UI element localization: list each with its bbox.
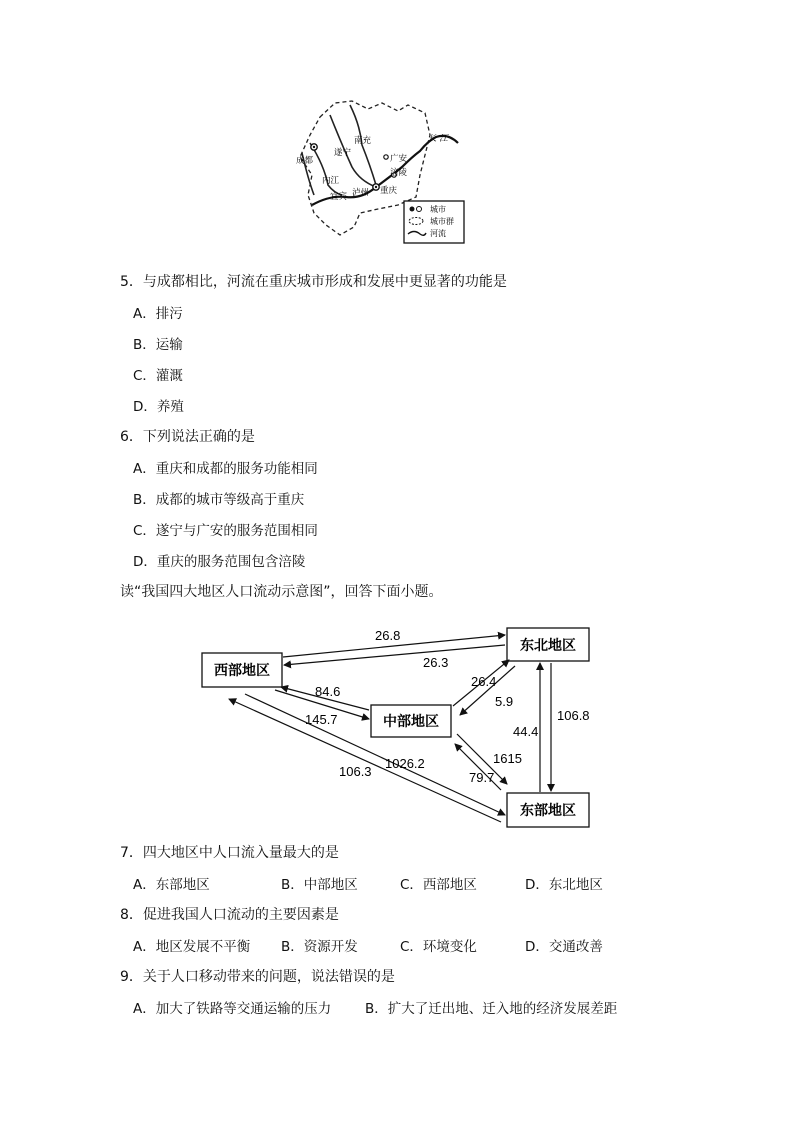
- reading-instruction: 读“我国四大地区人口流动示意图”，回答下面小题。: [120, 584, 443, 600]
- city-label: 涪陵: [390, 168, 408, 178]
- question-8-option-d[interactable]: D．交通改善: [525, 939, 603, 955]
- question-7-option-c[interactable]: C．西部地区: [400, 877, 477, 893]
- question-7-option-b[interactable]: B．中部地区: [281, 877, 358, 893]
- city-label: 宜宾: [330, 192, 348, 202]
- question-6-option-d[interactable]: D．重庆的服务范围包含涪陵: [133, 554, 306, 570]
- chengyu-city-map: [290, 95, 480, 245]
- question-5-option-d[interactable]: D．养殖: [133, 399, 184, 415]
- question-7-option-d[interactable]: D．东北地区: [525, 877, 603, 893]
- question-6-option-a[interactable]: A．重庆和成都的服务功能相同: [133, 461, 318, 477]
- flow-value: 44.4: [513, 724, 539, 739]
- question-5-option-a[interactable]: A．排污: [133, 306, 183, 322]
- flow-arrow-northeast-to-west: [284, 645, 505, 665]
- flow-value: 26.3: [423, 655, 449, 670]
- city-label: 内江: [322, 176, 340, 186]
- question-6-option-b[interactable]: B．成都的城市等级高于重庆: [133, 492, 305, 508]
- legend-label: 河流: [430, 229, 446, 238]
- flow-value: 106.3: [339, 764, 372, 779]
- question-8-stem: 8．促进我国人口流动的主要因素是: [120, 907, 339, 923]
- flow-value: 79.7: [469, 770, 495, 785]
- question-8-option-b[interactable]: B．资源开发: [281, 939, 358, 955]
- legend-label: 城市群: [430, 217, 454, 226]
- question-5-option-b[interactable]: B．运输: [133, 337, 183, 353]
- city-label: 遂宁: [334, 148, 352, 158]
- flow-value: 5.9: [495, 694, 514, 709]
- question-5-stem: 5．与成都相比，河流在重庆城市形成和发展中更显著的功能是: [120, 274, 507, 290]
- question-6-option-c[interactable]: C．遂宁与广安的服务范围相同: [133, 523, 318, 539]
- question-9-stem: 9．关于人口移动带来的问题，说法错误的是: [120, 969, 395, 985]
- flow-value: 145.7: [305, 712, 338, 727]
- city-label: 重庆: [380, 186, 398, 196]
- flow-value: 84.6: [315, 684, 341, 699]
- flow-value: 1026.2: [385, 756, 425, 771]
- flow-value: 26.8: [375, 628, 401, 643]
- question-6-stem: 6．下列说法正确的是: [120, 429, 255, 445]
- region-label-northeast: 东北地区: [520, 638, 576, 654]
- region-label-west: 西部地区: [214, 663, 270, 679]
- question-7-option-a[interactable]: A．东部地区: [133, 877, 210, 893]
- region-label-east: 东部地区: [520, 803, 576, 819]
- map-legend: [404, 201, 464, 243]
- legend-label: 城市: [430, 205, 446, 214]
- river-label: 长 江: [428, 134, 448, 144]
- city-label: 南充: [354, 136, 372, 146]
- question-7-stem: 7．四大地区中人口流入量最大的是: [120, 845, 339, 861]
- question-9-option-a[interactable]: A．加大了铁路等交通运输的压力: [133, 1001, 332, 1017]
- flow-value: 106.8: [557, 708, 590, 723]
- city-label: 广安: [390, 154, 408, 164]
- question-8-option-c[interactable]: C．环境变化: [400, 939, 477, 955]
- flow-value: 1615: [493, 751, 522, 766]
- question-5-option-c[interactable]: C．灌溉: [133, 368, 183, 384]
- question-9-option-b[interactable]: B．扩大了迁出地、迁入地的经济发展差距: [365, 1001, 618, 1017]
- city-label: 泸州: [352, 188, 370, 198]
- question-8-option-a[interactable]: A．地区发展不平衡: [133, 939, 251, 955]
- flow-value: 26.4: [471, 674, 497, 689]
- population-flow-diagram: [195, 620, 595, 835]
- city-label: 成都: [296, 156, 314, 166]
- region-label-central: 中部地区: [383, 714, 439, 730]
